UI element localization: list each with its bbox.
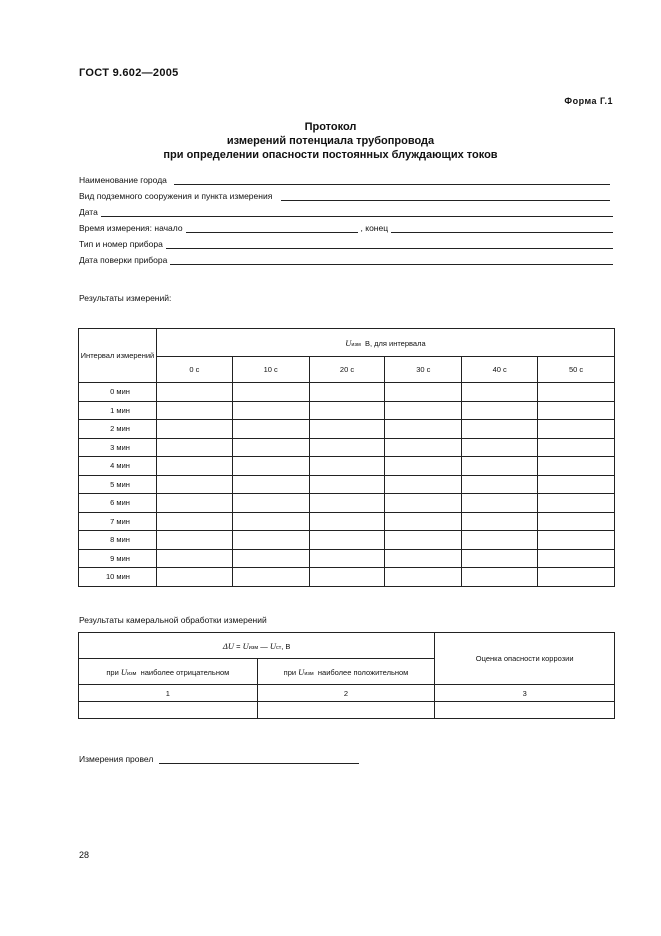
measurement-cell[interactable]	[156, 512, 232, 531]
u-symbol: U	[345, 337, 352, 348]
table-row	[79, 438, 615, 457]
measurement-cell[interactable]	[462, 401, 538, 420]
measurement-cell[interactable]	[462, 383, 538, 402]
measurement-cell[interactable]	[538, 568, 615, 587]
time-column-header: 50 с	[538, 357, 615, 383]
measurement-cell[interactable]	[309, 420, 385, 439]
measurement-cell[interactable]	[232, 475, 309, 494]
measurement-cell[interactable]	[538, 494, 615, 513]
measurement-cell[interactable]	[156, 475, 232, 494]
doc-subtitle-2: при определении опасности постоянных блуждающих токов	[163, 149, 498, 161]
results-label: Результаты измерений:	[79, 293, 172, 303]
measurement-cell[interactable]	[232, 549, 309, 568]
measurement-cell[interactable]	[156, 383, 232, 402]
table-row	[79, 383, 615, 402]
col-number-1: 1	[79, 685, 258, 702]
formula-unit: , В	[281, 641, 291, 651]
time-column-header: 40 с	[462, 357, 538, 383]
measurement-cell[interactable]	[462, 512, 538, 531]
row-interval-label: 4 мин	[79, 457, 157, 476]
measurements-table	[78, 328, 615, 587]
measurement-cell[interactable]	[462, 475, 538, 494]
measurement-cell[interactable]	[309, 531, 385, 550]
measurement-cell[interactable]	[232, 512, 309, 531]
measurement-cell[interactable]	[385, 531, 462, 550]
formula-equals: =	[236, 641, 241, 651]
form-label: Форма Г.1	[564, 96, 613, 106]
device-field[interactable]	[79, 235, 613, 249]
measurement-cell[interactable]	[232, 457, 309, 476]
calibration-label: Дата поверки прибора	[79, 255, 168, 265]
measurement-cell[interactable]	[232, 568, 309, 587]
time-column-header: 10 с	[232, 357, 309, 383]
measurement-cell[interactable]	[385, 475, 462, 494]
u-header-text: В, для интервала	[364, 338, 426, 348]
table-row	[79, 531, 615, 550]
measurement-cell[interactable]	[156, 568, 232, 587]
date-line[interactable]	[101, 206, 613, 217]
col2-post: наиболее положительном	[317, 667, 409, 677]
measurement-cell[interactable]	[232, 420, 309, 439]
signature-line[interactable]	[159, 753, 359, 764]
processing-label: Результаты камеральной обработки измерений	[79, 615, 267, 625]
table-row	[79, 549, 615, 568]
measurement-cell[interactable]	[385, 568, 462, 587]
u-header	[156, 329, 614, 357]
row-interval-label: 7 мин	[79, 512, 157, 531]
measurement-cell[interactable]	[156, 549, 232, 568]
processing-table	[78, 632, 615, 719]
measurement-cell[interactable]	[156, 438, 232, 457]
city-label: Наименование города	[79, 175, 167, 185]
measurement-cell[interactable]	[309, 457, 385, 476]
measurement-cell[interactable]	[462, 531, 538, 550]
time-start-label: Время измерения: начало	[79, 223, 183, 233]
measurement-cell[interactable]	[385, 420, 462, 439]
signature-label: Измерения провел	[79, 754, 154, 764]
table-row	[79, 568, 615, 587]
measurement-cell[interactable]	[538, 438, 615, 457]
measurement-cell[interactable]	[309, 512, 385, 531]
measurement-cell[interactable]	[462, 438, 538, 457]
measurement-cell[interactable]	[156, 457, 232, 476]
measurement-cell[interactable]	[309, 568, 385, 587]
measurement-cell[interactable]	[385, 549, 462, 568]
calibration-field[interactable]	[79, 251, 613, 265]
time-end-label: , конец	[360, 223, 389, 233]
measurement-cell[interactable]	[156, 420, 232, 439]
calibration-line[interactable]	[170, 254, 613, 265]
structure-line[interactable]	[281, 190, 610, 201]
measurement-cell[interactable]	[385, 401, 462, 420]
measurement-cell[interactable]	[232, 383, 309, 402]
structure-field[interactable]	[79, 187, 613, 201]
row-interval-label: 1 мин	[79, 401, 157, 420]
measurement-cell[interactable]	[309, 475, 385, 494]
most-positive-header	[257, 659, 435, 685]
corrosion-assessment-header: Оценка опасности коррозии	[435, 633, 615, 685]
col1-post: наиболее отрицательном	[140, 667, 230, 677]
measurement-cell[interactable]	[538, 512, 615, 531]
city-field[interactable]	[79, 171, 613, 185]
doc-subtitle-1: измерений потенциала трубопровода	[226, 135, 435, 147]
measurement-cell[interactable]	[156, 531, 232, 550]
measurement-cell[interactable]	[538, 549, 615, 568]
time-field[interactable]	[79, 219, 613, 233]
col1-pre: при	[106, 667, 119, 677]
measurement-cell[interactable]	[156, 401, 232, 420]
doc-title: Протокол	[304, 121, 357, 133]
measurement-cell[interactable]	[538, 401, 615, 420]
delta-u-formula	[79, 633, 435, 659]
measurement-cell[interactable]	[538, 457, 615, 476]
measurement-cell[interactable]	[156, 494, 232, 513]
measurement-cell[interactable]	[385, 383, 462, 402]
measurement-cell[interactable]	[309, 494, 385, 513]
result-cell-negative[interactable]	[79, 702, 258, 719]
page-number: 28	[79, 850, 90, 860]
structure-label: Вид подземного сооружения и пункта измерения	[79, 191, 273, 201]
row-interval-label: 2 мин	[79, 420, 157, 439]
formula-u-st: U	[269, 640, 276, 651]
row-interval-label: 10 мин	[79, 568, 157, 587]
col2-u: U	[298, 666, 305, 677]
result-cell-assessment[interactable]	[435, 702, 615, 719]
table-row	[79, 494, 615, 513]
row-interval-label: 5 мин	[79, 475, 157, 494]
time-column-header: 30 с	[385, 357, 462, 383]
standard-header: ГОСТ 9.602—2005	[79, 67, 179, 79]
measurement-cell[interactable]	[538, 383, 615, 402]
measurement-cell[interactable]	[309, 401, 385, 420]
time-column-header: 20 с	[309, 357, 385, 383]
col1-u: U	[120, 666, 127, 677]
measurement-cell[interactable]	[462, 549, 538, 568]
u-subscript: изм	[351, 341, 361, 348]
col1-sub: изм	[127, 670, 137, 677]
signature-field[interactable]	[79, 750, 359, 764]
measurement-cell[interactable]	[385, 438, 462, 457]
measurement-cell[interactable]	[462, 457, 538, 476]
date-field[interactable]	[79, 203, 613, 217]
col-number-3: 3	[435, 685, 615, 702]
measurement-cell[interactable]	[538, 531, 615, 550]
table-row	[79, 475, 615, 494]
col2-pre: при	[283, 667, 297, 677]
measurement-cell[interactable]	[538, 475, 615, 494]
time-start-line[interactable]	[186, 222, 358, 233]
formula-minus: —	[260, 641, 268, 651]
formula-sub-st: ст	[275, 644, 282, 651]
measurement-cell[interactable]	[385, 512, 462, 531]
row-interval-label: 6 мин	[79, 494, 157, 513]
measurement-cell[interactable]	[232, 531, 309, 550]
col2-sub: изм	[304, 670, 314, 677]
interval-header: Интервал измерений	[79, 329, 157, 383]
time-end-line[interactable]	[391, 222, 613, 233]
measurement-cell[interactable]	[538, 420, 615, 439]
col-number-2: 2	[257, 685, 435, 702]
measurement-cell[interactable]	[309, 383, 385, 402]
measurement-cell[interactable]	[232, 438, 309, 457]
device-label: Тип и номер прибора	[79, 239, 163, 249]
result-cell-positive[interactable]	[257, 702, 435, 719]
row-interval-label: 3 мин	[79, 438, 157, 457]
measurement-cell[interactable]	[462, 494, 538, 513]
row-interval-label: 8 мин	[79, 531, 157, 550]
date-label: Дата	[79, 207, 98, 217]
measurement-cell[interactable]	[385, 494, 462, 513]
device-line[interactable]	[166, 238, 613, 249]
most-negative-header	[79, 659, 258, 685]
measurement-cell[interactable]	[232, 494, 309, 513]
row-interval-label: 0 мин	[79, 383, 157, 402]
table-row	[79, 420, 615, 439]
delta-u-symbol: ΔU	[222, 640, 235, 651]
table-row	[79, 401, 615, 420]
measurement-cell[interactable]	[232, 401, 309, 420]
row-interval-label: 9 мин	[79, 549, 157, 568]
city-line[interactable]	[174, 174, 610, 185]
measurement-cell[interactable]	[462, 420, 538, 439]
table-row	[79, 512, 615, 531]
measurement-cell[interactable]	[309, 549, 385, 568]
measurement-cell[interactable]	[385, 457, 462, 476]
measurement-cell[interactable]	[462, 568, 538, 587]
formula-sub-meas: изм	[248, 644, 259, 651]
table-row	[79, 457, 615, 476]
measurement-cell[interactable]	[309, 438, 385, 457]
formula-u-meas: U	[242, 640, 249, 651]
time-column-header: 0 с	[156, 357, 232, 383]
